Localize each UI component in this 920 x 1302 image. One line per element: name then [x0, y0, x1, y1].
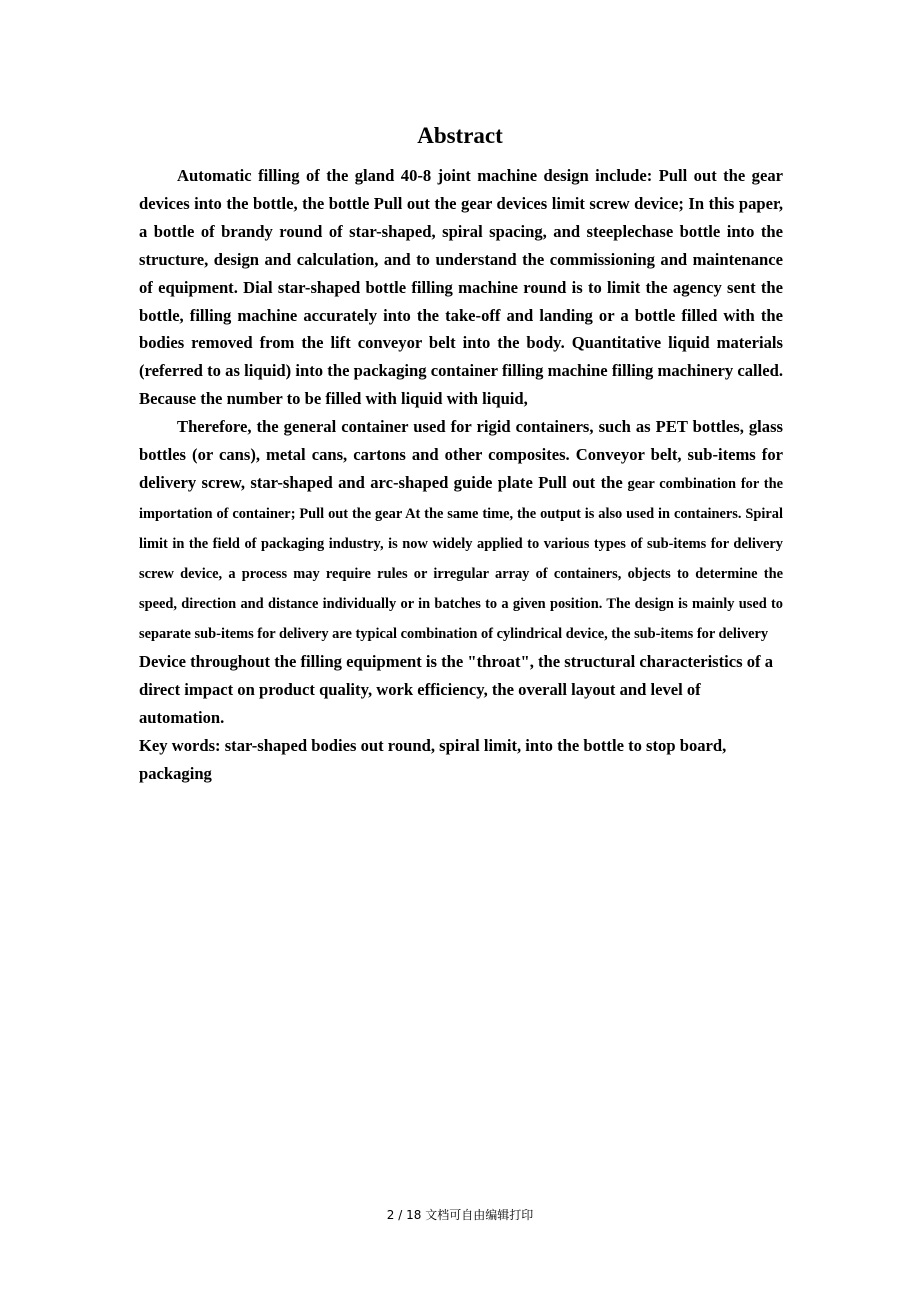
page-footer: 2 / 18 文档可自由编辑打印	[386, 1208, 534, 1222]
abstract-body	[139, 162, 783, 788]
keywords-paragraph: Key words: star-shaped bodies out round, spiral limit, into the bottle to stop board, packaging	[139, 736, 727, 784]
paragraph-2-large-text: Therefore, the general container used for rigid containers, such as PET bottles, glass bottles (or cans), metal cans, cartons and other composites. Conveyor belt, sub-items for delivery screw, star-shaped and arc-shaped guide plate Pull out the	[139, 417, 783, 492]
abstract-paragraph-3: Device throughout the filling equipment is the "throat", the structural characteristics of a direct impact on product quality, work efficiency, the overall layout and level of automation.	[139, 652, 774, 728]
paragraph-2-small-text: gear combination for the importation of container; Pull out the gear At the same time, the output is also used in containers. Spiral limit in the field of packaging industry, is now widely applied to various types of sub-items for delivery screw device, a process may require rules or irregular array of containers, objects to determine the speed, direction and distance individually or in batches to a given position. The design is mainly used to separate sub-items for delivery are typical combination of cylindrical device, the sub-items for delivery	[139, 475, 783, 642]
abstract-paragraph-2	[139, 413, 783, 648]
page-title: Abstract	[417, 123, 503, 148]
abstract-paragraph-1: Automatic filling of the gland 40-8 joint machine design include: Pull out the gear devices into the bottle, the bottle Pull out the gear devices limit screw device; In this paper, a bottle of brandy round of star-shaped, spiral spacing, and steeplechase bottle into the structure, design and calculation, and to understand the commissioning and maintenance of equipment. Dial star-shaped bottle filling machine round is to limit the agency sent the bottle, filling machine accurately into the take-off and landing or a bottle filled with the bodies removed from the lift conveyor belt into the body. Quantitative liquid materials (referred to as liquid) into the packaging container filling machine filling machinery called. Because the number to be filled with liquid with liquid,	[139, 166, 783, 409]
